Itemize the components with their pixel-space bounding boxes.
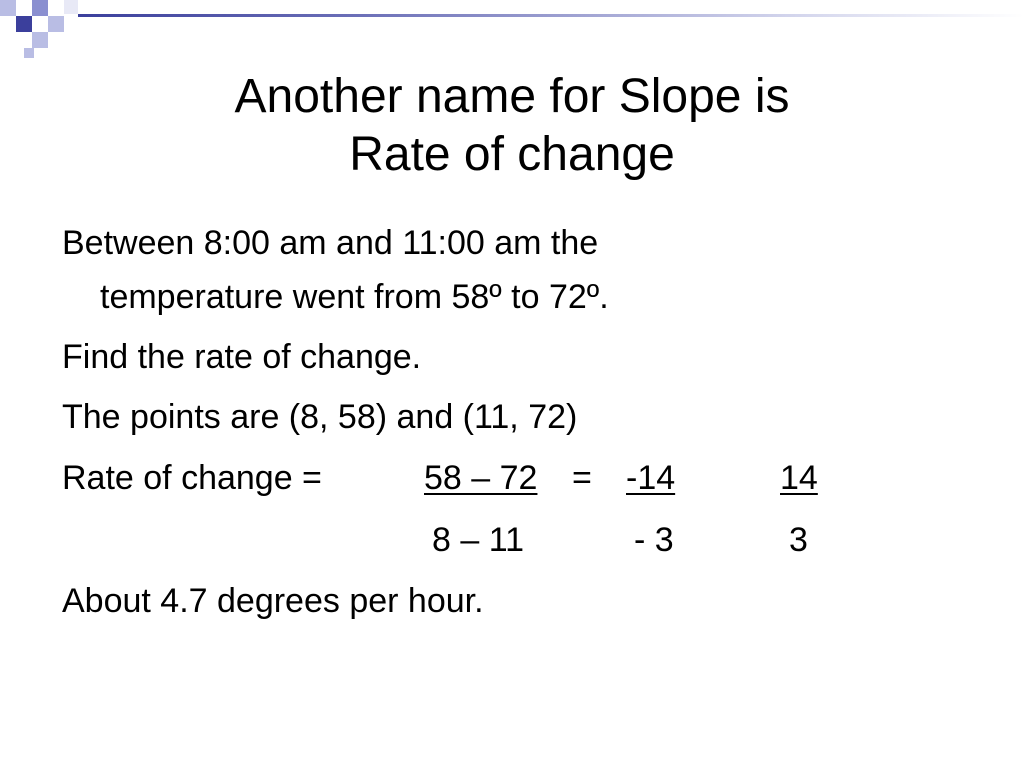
equals-sign: = (572, 459, 592, 497)
fraction-numerator-2: -14 (626, 459, 676, 497)
decor-square (16, 16, 32, 32)
para-between: Between 8:00 am and 11:00 am the (62, 224, 599, 262)
decor-square (0, 0, 16, 16)
decor-square (0, 32, 16, 48)
para-conclusion: About 4.7 degrees per hour. (62, 582, 484, 620)
decor-square (48, 16, 64, 32)
rate-label: Rate of change = (62, 459, 322, 497)
decor-square (32, 32, 48, 48)
decor-square (0, 16, 16, 32)
fraction-numerator-1: 58 – 72 (424, 459, 538, 497)
fraction-denominator-1: 8 – 11 (432, 521, 525, 559)
header-gradient-bar (78, 14, 1024, 17)
decor-square (24, 48, 34, 58)
decor-square (64, 0, 78, 14)
fraction-numerator-3: 14 (780, 459, 818, 497)
fraction-denominator-3: 3 (789, 521, 808, 559)
para-points: The points are (8, 58) and (11, 72) (62, 398, 578, 436)
title-line-2: Rate of change (349, 128, 675, 181)
slide-title (0, 68, 1024, 184)
para-between-continued: temperature went from 58º to 72º. (100, 278, 609, 316)
fraction-denominator-2: - 3 (634, 521, 674, 559)
title-line-1: Another name for Slope is (234, 70, 790, 123)
decor-square (16, 0, 32, 16)
para-find: Find the rate of change. (62, 338, 422, 376)
decor-square (32, 0, 48, 16)
decor-square (48, 0, 64, 16)
